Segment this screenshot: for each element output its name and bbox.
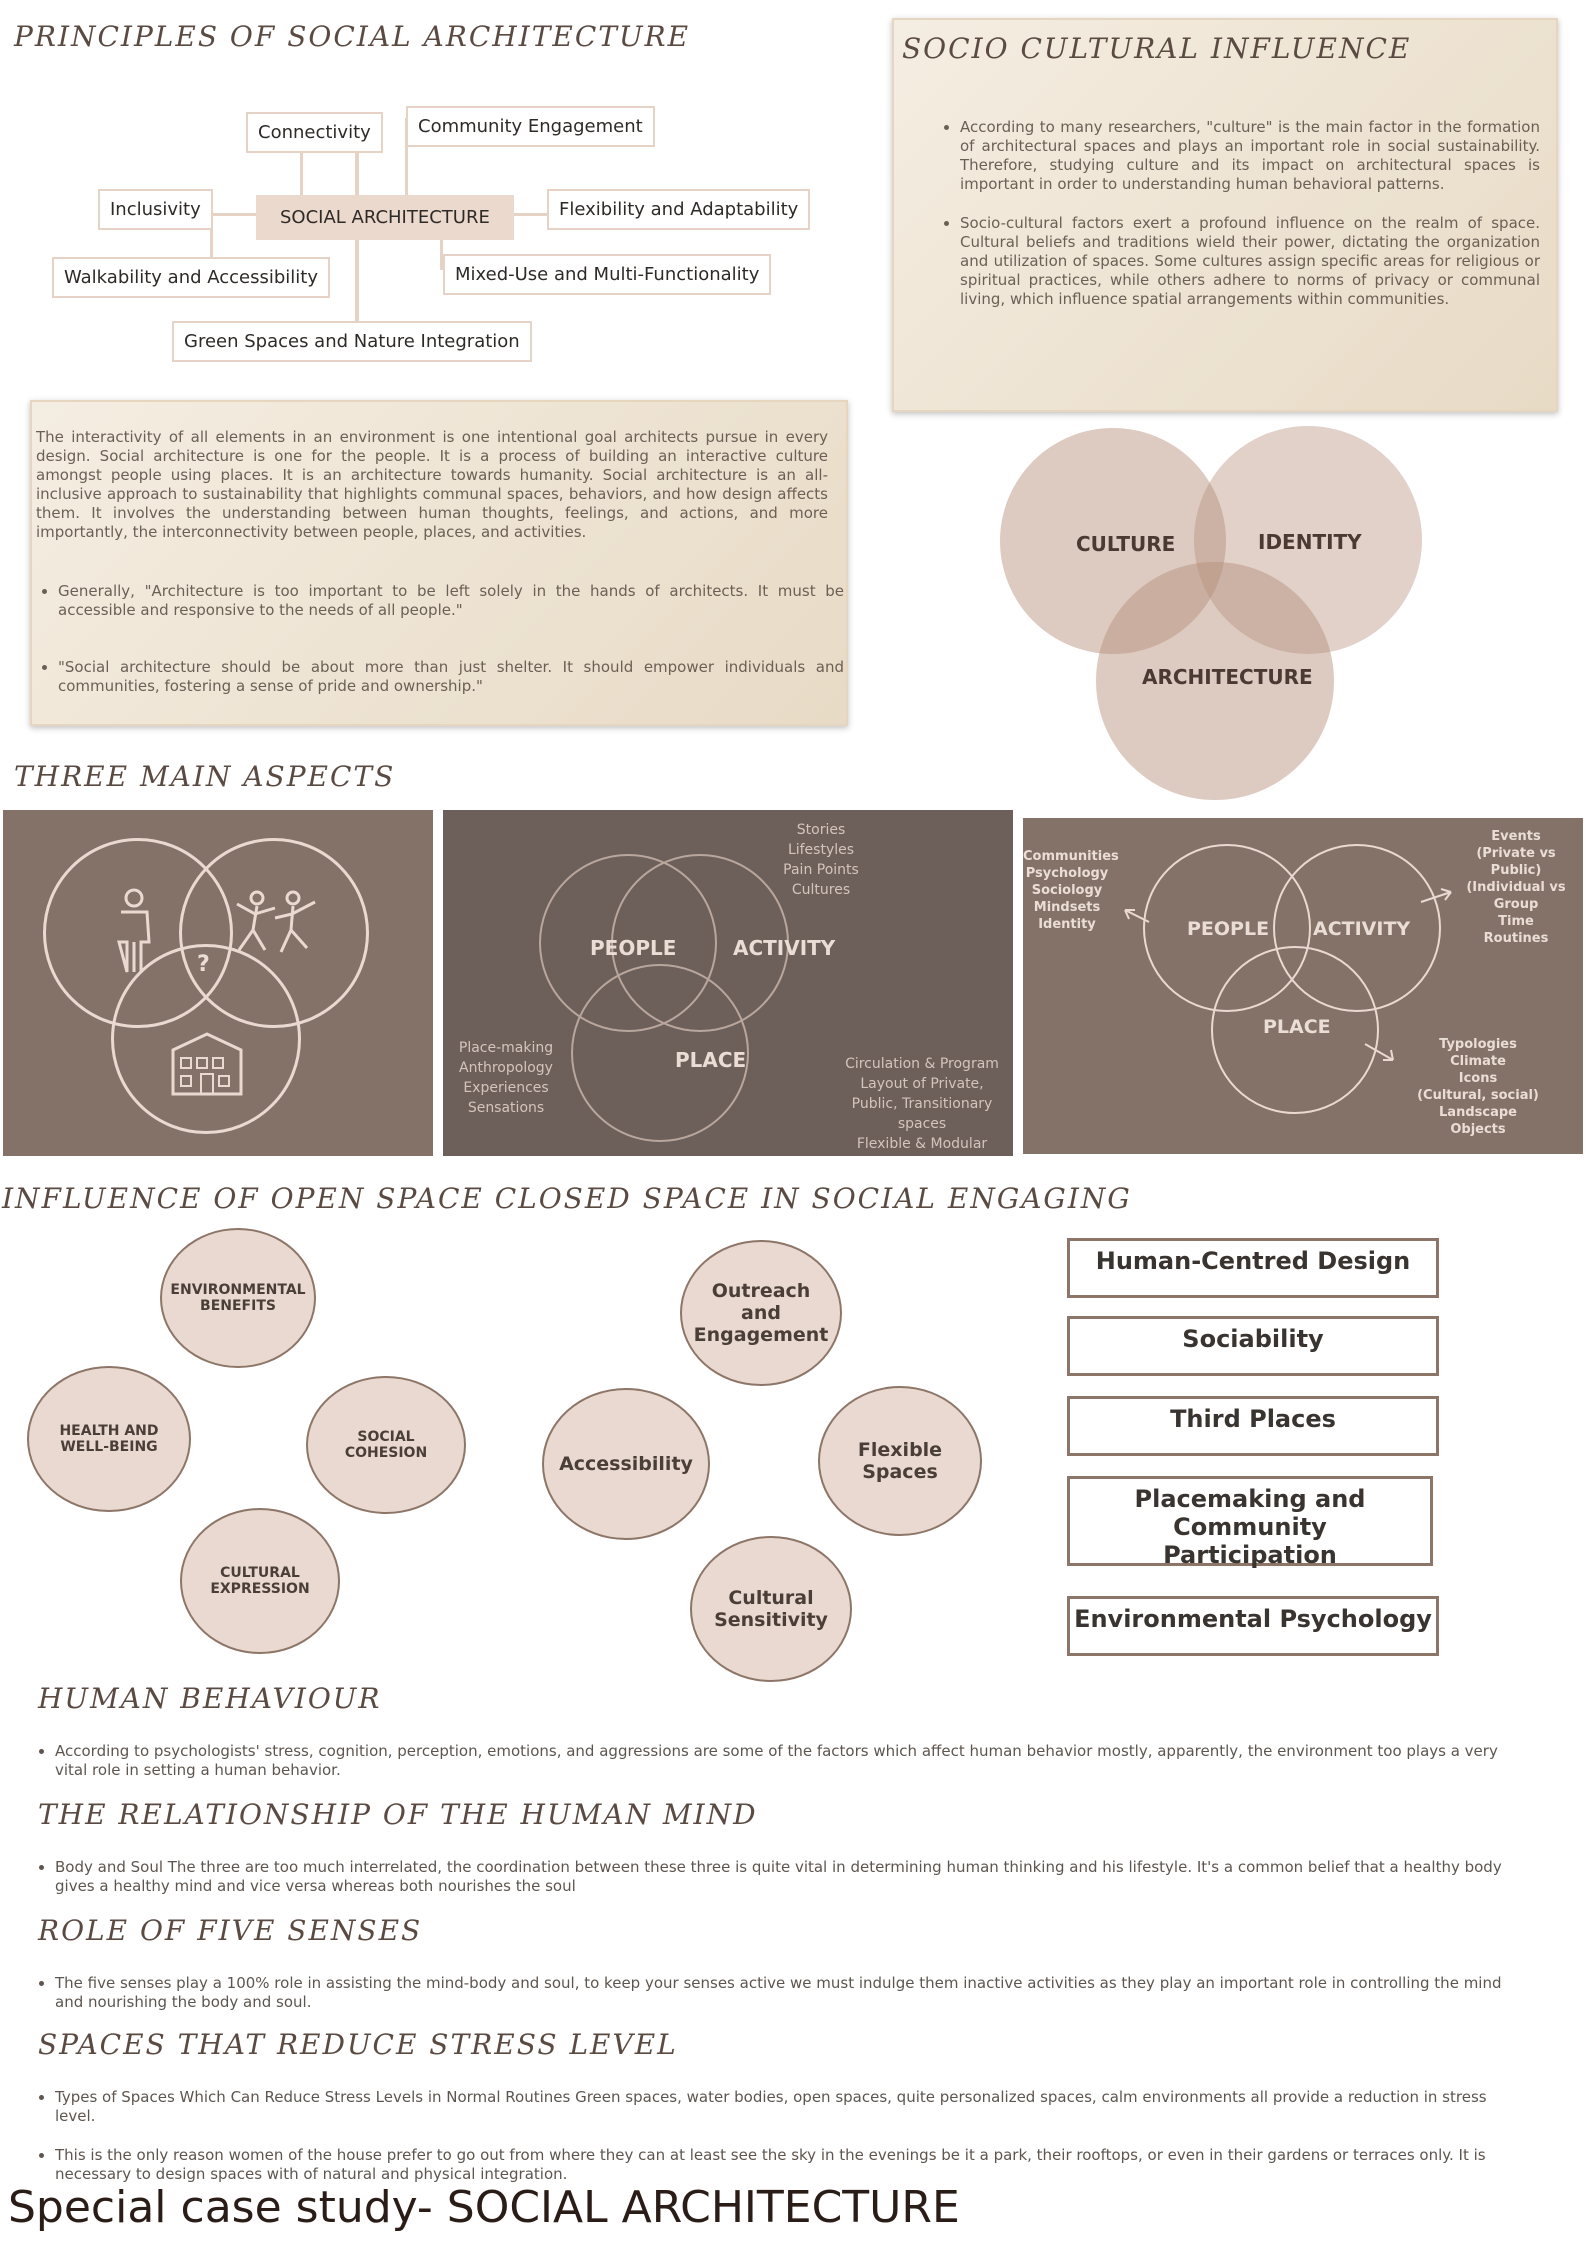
panel3-bottom-note: Objects (1450, 1122, 1506, 1137)
panel3-bottom-note: (Cultural, social) (1417, 1088, 1539, 1103)
human-behaviour-text: • According to psychologists' stress, cognition, perception, emotions, and aggressions are some of the factors which affect human behavior mostly, apparently, the environment too plays a very vital role in setting a human behavior. (55, 1742, 1505, 1780)
panel2-activity-note: spaces (897, 1116, 947, 1132)
node-walkability: Walkability and Accessibility (52, 257, 330, 298)
box-human-centred-design: Human-Centred Design (1067, 1238, 1439, 1298)
panel3-bottom-note: Climate (1450, 1054, 1506, 1069)
aspects-panel-people-activity-place (443, 810, 1013, 1156)
arrow-left-icon (1121, 906, 1151, 926)
box-environmental-psychology: Environmental Psychology (1067, 1596, 1439, 1656)
panel2-place-note: Place-making (458, 1040, 554, 1056)
person-icon (109, 888, 159, 974)
aspects-panel-icons (3, 810, 433, 1156)
panel2-activity: ACTIVITY (733, 936, 836, 960)
bubble-cultural-sensitivity: Cultural Sensitivity (690, 1536, 852, 1682)
arrow-down-right-icon (1363, 1042, 1399, 1066)
aspects-panel-detailed (1023, 818, 1583, 1154)
box-third-places: Third Places (1067, 1396, 1439, 1456)
panel2-activity-note: Flexible & Modular (856, 1136, 988, 1152)
venn-architecture-label: ARCHITECTURE (1142, 665, 1313, 689)
venn-culture-label: CULTURE (1076, 532, 1176, 556)
intro-paragraph: The interactivity of all elements in an environment is one intentional goal architects pursue in every design. Social architecture is one for the people. It is a process of building an interactive culture amongst people using places. It is an architecture towards humanity. Social architecture is an all-inclusive approach to sustainability that highlights communal spaces, behaviors, and how design affects them. It involves the understanding between human thoughts, feelings, and actions, and more importantly, the interconnectivity between people, places, and activities. (36, 428, 828, 541)
socio-title: SOCIO CULTURAL INFLUENCE (902, 32, 1412, 65)
panel3-people: PEOPLE (1187, 918, 1270, 940)
panel2-activity-note: Public, Transitionary (851, 1096, 993, 1112)
node-community-engagement: Community Engagement (406, 106, 655, 147)
panel2-place-note: Sensations (467, 1100, 545, 1116)
footer-title: Special case study- SOCIAL ARCHITECTURE (8, 2182, 960, 2233)
bubble-environmental-benefits: ENVIRONMENTAL BENEFITS (160, 1228, 316, 1368)
panel3-bottom-note: Landscape (1439, 1105, 1517, 1120)
senses-title: ROLE OF FIVE SENSES (38, 1914, 423, 1947)
intro-bullet: • Generally, "Architecture is too important to be left solely in the hands of architects. It must be accessible and responsive to the needs of all people." (58, 582, 844, 620)
arrow-right-icon (1419, 886, 1455, 906)
bubble-cultural-expression: CULTURAL EXPRESSION (180, 1508, 340, 1654)
socio-card (892, 18, 1558, 412)
panel3-bottom-note: Typologies (1439, 1037, 1517, 1052)
human-behaviour-title: HUMAN BEHAVIOUR (38, 1682, 382, 1715)
relationship-text: • Body and Soul The three are too much interrelated, the coordination between these three is quite vital in determining human thinking and his lifestyle. It's a common belief that a healthy body gives a healthy mind and vice versa whereas both nourishes the soul (55, 1858, 1505, 1896)
node-social-architecture: SOCIAL ARCHITECTURE (256, 195, 514, 240)
socio-bullet: • According to many researchers, "culture" is the main factor in the formation of architectural spaces and plays an important role in social sustainability. Therefore, studying culture and its impact on architectural spaces is important in order to understanding human behavioral patterns. (960, 118, 1540, 194)
panel3-activity: ACTIVITY (1313, 918, 1411, 940)
panel3-left-note: Identity (1038, 917, 1096, 932)
influence-title: INFLUENCE OF OPEN SPACE CLOSED SPACE IN SOCIAL ENGAGING (2, 1182, 1132, 1215)
panel3-right-note: (Private vs Public) (1476, 846, 1556, 878)
intro-bullet: • "Social architecture should be about more than just shelter. It should empower individuals and communities, fostering a sense of pride and ownership." (58, 658, 844, 696)
node-flexibility: Flexibility and Adaptability (547, 189, 810, 230)
panel3-right-note: (Individual vs Group (1466, 880, 1566, 912)
stress-bullet: • Types of Spaces Which Can Reduce Stress Levels in Normal Routines Green spaces, water bodies, open spaces, quite personalized spaces, calm environments all provide a reduction in stress level. (55, 2088, 1505, 2126)
stress-bullet: • This is the only reason women of the house prefer to go out from where they can at least see the sky in the evenings be it a park, their rooftops, or even in their gardens or terraces only. It is necessary to design spaces with of natural and physical integration. (55, 2146, 1505, 2184)
panel3-left-note: Sociology (1031, 883, 1103, 898)
box-sociability: Sociability (1067, 1316, 1439, 1376)
node-inclusivity: Inclusivity (98, 189, 213, 230)
panel2-people-note: Stories (796, 822, 846, 838)
panel2-people-note: Cultures (791, 882, 851, 898)
panel2-people-note: Lifestyles (787, 842, 855, 858)
panel3-bottom-note: Icons (1458, 1071, 1498, 1086)
intro-card (30, 400, 848, 726)
panel2-activity-note: Circulation & Program (845, 1056, 999, 1072)
panel3-left-note: Psychology (1025, 866, 1109, 881)
senses-text: • The five senses play a 100% role in assisting the mind-body and soul, to keep your senses active we must indulge them inactive activities as they play an important role in controlling the mind and nourishing the body and soul. (55, 1974, 1505, 2012)
bubble-outreach-engagement: Outreach and Engagement (680, 1240, 842, 1386)
panel2-people: PEOPLE (590, 936, 677, 960)
panel2-place: PLACE (675, 1048, 747, 1072)
panel2-activity-note: Layout of Private, (860, 1076, 984, 1092)
aspects-title: THREE MAIN ASPECTS (14, 760, 396, 793)
panel3-right-note: Events (1491, 829, 1541, 844)
bubble-flexible-spaces: Flexible Spaces (818, 1386, 982, 1536)
relationship-title: THE RELATIONSHIP OF THE HUMAN MIND (38, 1798, 758, 1831)
panel2-people-note: Pain Points (783, 862, 859, 878)
bubble-social-cohesion: SOCIAL COHESION (306, 1376, 466, 1514)
panel2-place-note: Experiences (463, 1080, 549, 1096)
stress-title: SPACES THAT REDUCE STRESS LEVEL (38, 2028, 678, 2061)
bubble-accessibility: Accessibility (542, 1388, 710, 1540)
node-connectivity: Connectivity (246, 112, 383, 153)
node-mixed-use: Mixed-Use and Multi-Functionality (443, 254, 771, 295)
building-icon (167, 1028, 247, 1098)
venn-identity-label: IDENTITY (1258, 530, 1362, 554)
panel3-place: PLACE (1263, 1016, 1331, 1038)
node-green-spaces: Green Spaces and Nature Integration (172, 321, 532, 362)
question-mark: ? (197, 952, 210, 977)
panel3-left-note: Mindsets (1033, 900, 1101, 915)
dancing-people-icon (231, 890, 321, 960)
box-placemaking: Placemaking and Community Participation (1067, 1476, 1433, 1566)
bubble-health-wellbeing: HEALTH AND WELL-BEING (27, 1366, 191, 1512)
panel3-left-note: Communities (1023, 849, 1119, 864)
panel3-right-note: Time (1498, 914, 1534, 929)
panel3-right-note: Routines (1483, 931, 1549, 946)
panel2-place-note: Anthropology (459, 1060, 553, 1076)
principles-title: PRINCIPLES OF SOCIAL ARCHITECTURE (14, 20, 691, 53)
socio-bullet: • Socio-cultural factors exert a profound influence on the realm of space. Cultural beliefs and traditions wield their power, dictating the organization and utilization of spaces. Some cultures assign specific areas for religious or spiritual practices, while others adhere to norms of privacy or communal living, which influence spatial arrangements within communities. (960, 214, 1540, 309)
